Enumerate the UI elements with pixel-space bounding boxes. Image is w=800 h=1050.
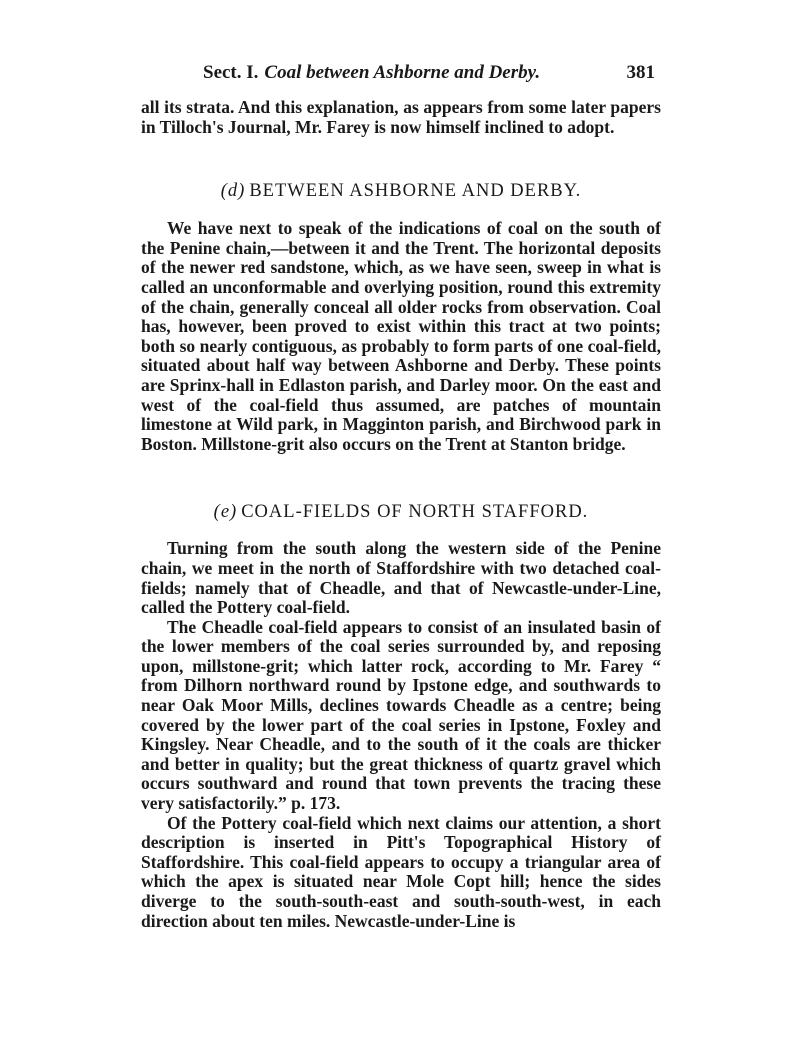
- running-head: [141, 62, 661, 98]
- paragraph: The Cheadle coal-field appears to consist of an insulated basin of the lower members of the coal series surrounded by, and reposing upon, millstone-grit; which latter rock, according to Mr. Farey “ from Dilhorn northward round by Ipstone edge, and southwards to near Oak Moor Mills, declines towards Cheadle as a centre; being covered by the lower part of the coal series in Ipstone, Foxley and Kingsley. Near Cheadle, and to the south of it the coals are thicker and better in quality; but the great thickness of quartz gravel which occurs southward and round that town prevents the tracing these very satisfactorily.” p. 173.: [141, 616, 661, 814]
- section-heading-d: [141, 179, 661, 203]
- heading-label: (d): [220, 181, 246, 202]
- heading-label: (e): [213, 502, 238, 523]
- paragraph-continuation: all its strata. And this explanation, as appears from some later papers in Tilloch's Journal, Mr. Farey is now himself inclined to adopt.: [141, 97, 661, 137]
- section-heading-e: [141, 500, 661, 524]
- chapter-title: Coal between Ashborne and Derby.: [264, 62, 541, 83]
- page-number: 381: [626, 62, 655, 83]
- running-title: [203, 62, 540, 84]
- heading-text: BETWEEN ASHBORNE AND DERBY.: [249, 181, 582, 202]
- paragraph: Turning from the south along the western side of the Penine chain, we meet in the north of Staffordshire with two detached coal-fields; namely that of Cheadle, and that of Newcastle-under-Line, called the Pottery coal-field.: [141, 538, 661, 618]
- paragraph: We have next to speak of the indications of coal on the south of the Penine chain,—between it and the Trent. The horizontal deposits of the newer red sandstone, which, as we have seen, sweep in what is called an unconformable and overlying position, round this extremity of the chain, generally conceal all older rocks from observation. Coal has, however, been proved to exist within this tract at two points; both so nearly contiguous, as probably to form parts of one coal-field, situated about half way between Ashborne and Derby. These points are Sprinx-hall in Edlaston parish, and Darley moor. On the east and west of the coal-field thus assumed, are patches of mountain limestone at Wild park, in Magginton parish, and Birchwood park in Boston. Millstone-grit also occurs on the Trent at Stanton bridge.: [141, 218, 661, 454]
- heading-text: COAL-FIELDS OF NORTH STAFFORD.: [241, 502, 589, 523]
- paragraph: Of the Pottery coal-field which next claims our attention, a short description is inserted in Pitt's Topographical History of Staffordshire. This coal-field appears to occupy a triangular area of which the apex is situated near Mole Copt hill; hence the sides diverge to the south-south-east and south-south-west, in each direction about ten miles. Newcastle-under-Line is: [141, 812, 661, 931]
- book-page: [141, 62, 661, 931]
- section-label: Sect. I.: [203, 62, 259, 83]
